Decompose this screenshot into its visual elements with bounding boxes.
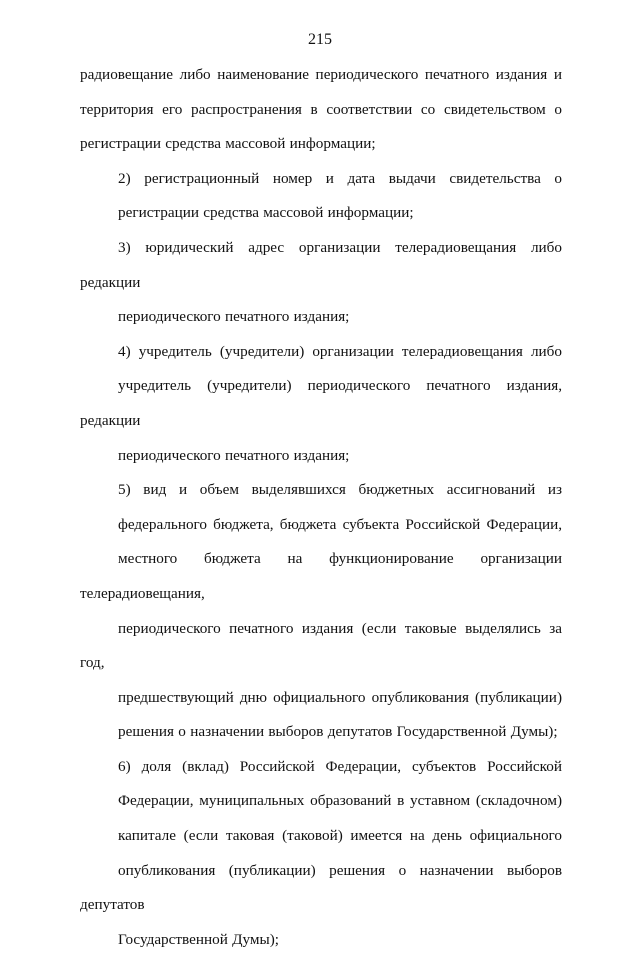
text-line: местного бюджета на функционирование организации телерадиовещания, (80, 550, 562, 602)
text-line: Государственной Думы); (118, 930, 279, 948)
text-line: 5) вид и объем выделявшихся бюджетных ассигнований из (118, 481, 562, 499)
text-line: периодического печатного издания; (118, 446, 350, 464)
text-line: периодического печатного издания (если таковые выделялись за год, (80, 619, 562, 672)
text-line: федерального бюджета, бюджета субъекта Российской Федерации, (118, 515, 562, 533)
paragraph (80, 58, 562, 162)
text-line: регистрации средства массовой информации; (118, 204, 414, 222)
paragraph (80, 750, 562, 957)
text-line: 6) доля (вклад) Российской Федерации, субъектов Российской (118, 757, 562, 775)
page-number: 215 (308, 31, 332, 48)
text-line: капитале (если таковая (таковой) имеется на день официального (118, 827, 562, 845)
paragraph (80, 473, 562, 750)
text-line: территория его распространения в соответствии со свидетельством о (80, 100, 562, 118)
text-line: предшествующий дню официального опубликования (публикации) (118, 688, 562, 706)
text-line: решения о назначении выборов депутатов Государственной Думы); (118, 723, 558, 741)
text-line: 2) регистрационный номер и дата выдачи свидетельства о (118, 169, 562, 187)
text-line: радиовещание либо наименование периодического печатного издания и (80, 66, 562, 83)
text-line: Федерации, муниципальных образований в уставном (складочном) (118, 792, 562, 810)
document-body (80, 58, 562, 957)
text-line: опубликования (публикации) решения о назначении выборов депутатов (80, 861, 562, 914)
text-line: периодического печатного издания; (118, 308, 350, 326)
text-line: регистрации средства массовой информации; (80, 135, 376, 153)
paragraph (80, 162, 562, 231)
paragraph (80, 335, 562, 473)
paragraph (80, 231, 562, 335)
text-line: 3) юридический адрес организации телерадиовещания либо редакции (80, 238, 562, 291)
text-line: учредитель (учредители) периодического печатного издания, редакции (80, 377, 562, 429)
text-line: 4) учредитель (учредители) организации телерадиовещания либо (118, 342, 562, 360)
